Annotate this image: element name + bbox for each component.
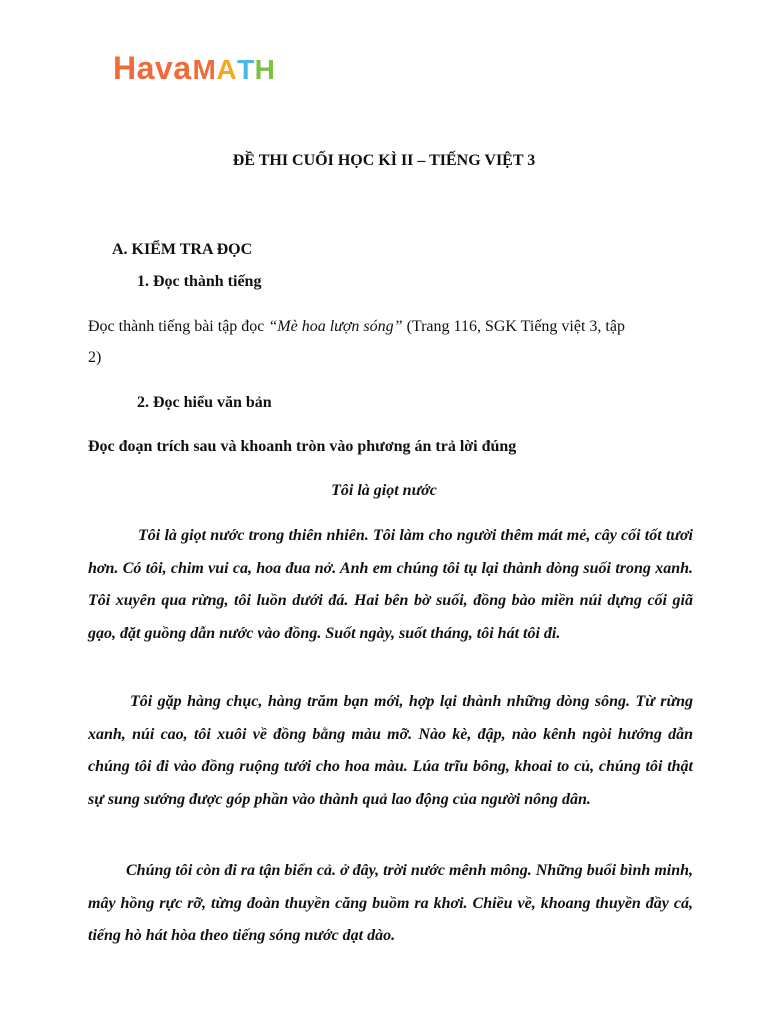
read-aloud-line-1 <box>88 318 625 336</box>
passage-paragraph-2: Tôi gặp hàng chục, hàng trăm bạn mới, hợp lại thành những dòng sông. Từ rừng xanh, núi cao, tôi xuôi về đồng bằng màu mỡ. Nào kè, đập, nào kênh ngòi hướng dẫn chúng tôi đi vào đồng ruộng tưới cho hoa màu. Lúa trĩu bông, khoai to củ, chúng tôi thật sự sung sướng được góp phần vào thành quả lao động của người nông dân. <box>88 693 693 808</box>
passage-title: Tôi là giọt nước <box>331 482 437 499</box>
havamath-logo <box>113 50 275 90</box>
read-aloud-work-title: “Mè hoa lượn sóng” <box>268 318 403 335</box>
item-2-heading: 2. Đọc hiểu văn bản <box>137 394 272 411</box>
read-aloud-line-2: 2) <box>88 349 102 366</box>
instruction-text: Đọc đoạn trích sau và khoanh tròn vào phương án trả lời đúng <box>88 438 517 455</box>
item-1-heading: 1. Đọc thành tiếng <box>137 273 262 290</box>
section-a-heading: A. KIỂM TRA ĐỌC <box>112 241 253 258</box>
passage-paragraph-1: Tôi là giọt nước trong thiên nhiên. Tôi làm cho người thêm mát mẻ, cây cối tốt tươi hơn. Có tôi, chim vui ca, hoa đua nở. Anh em chúng tôi tụ lại thành dòng suối trong xanh. Tôi xuyên qua rừng, tôi luồn dưới đá. Hai bên bờ suối, đồng bào miền núi dựng cối giã gạo, đặt guồng dẫn nước vào đồng. Suốt ngày, suốt tháng, tôi hát tôi đi. <box>88 527 693 642</box>
exam-title: ĐỀ THI CUỐI HỌC KÌ II – TIẾNG VIỆT 3 <box>232 152 536 169</box>
logo-text-hava: Hava <box>113 50 192 86</box>
passage-paragraph-3: Chúng tôi còn đi ra tận biển cả. ở đây, trời nước mênh mông. Những buổi bình minh, mây hồng rực rỡ, từng đoàn thuyền căng buồm ra khơi. Chiều về, khoang thuyền đầy cá, tiếng hò hát hòa theo tiếng sóng nước dạt dào. <box>88 862 693 944</box>
logo-text-math: M A T H <box>192 54 276 85</box>
read-aloud-prefix: Đọc thành tiếng bài tập đọc <box>88 318 269 335</box>
read-aloud-suffix: (Trang 116, SGK Tiếng việt 3, tập <box>402 318 625 335</box>
